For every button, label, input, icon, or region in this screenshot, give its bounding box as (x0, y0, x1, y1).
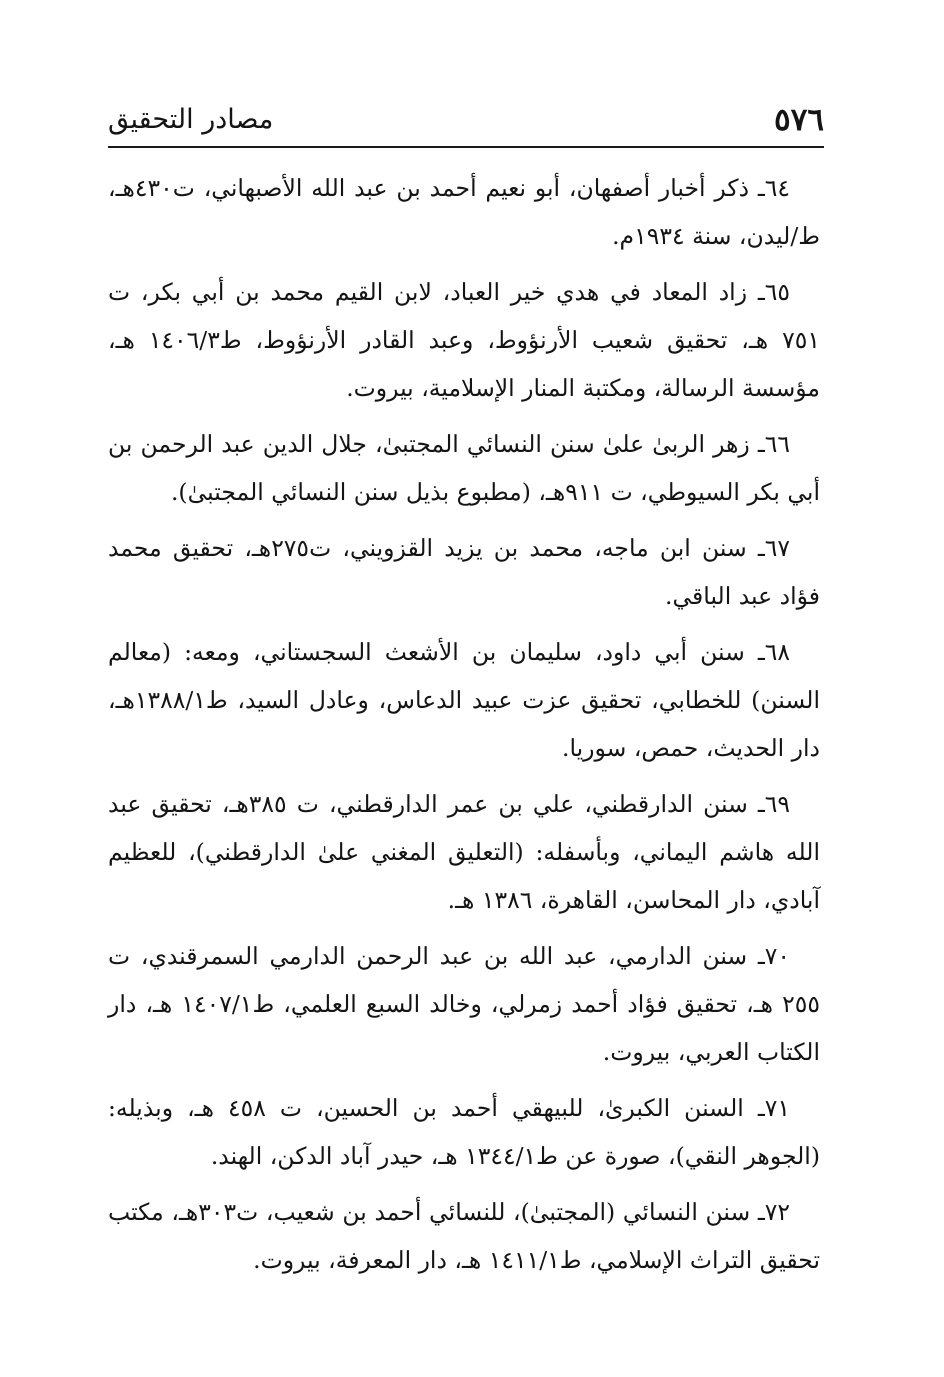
bibliography-entry-67: ٦٧ـ سنن ابن ماجه، محمد بن يزيد القزويني، ت٢٧٥هـ، تحقيق محمد فؤاد عبد الباقي. (108, 534, 820, 610)
bibliography-entry-72: ٧٢ـ سنن النسائي (المجتبىٰ)، للنسائي أحمد بن شعيب، ت٣٠٣هـ، مكتب تحقيق التراث الإسلامي، ط١٤١١/١ هـ، دار المعرفة، بيروت. (108, 1198, 820, 1274)
bibliography-entry-65: ٦٥ـ زاد المعاد في هدي خير العباد، لابن القيم محمد بن أبي بكر، ت ٧٥١ هـ، تحقيق شعيب الأرنؤوط، وعبد القادر الأرنؤوط، ط١٤٠٦/٣ هـ، مؤسسة الرسالة، ومكتبة المنار الإسلامية، بيروت. (108, 278, 820, 402)
bibliography-entry-70: ٧٠ـ سنن الدارمي، عبد الله بن عبد الرحمن الدارمي السمرقندي، ت ٢٥٥ هـ، تحقيق فؤاد أحمد زمرلي، وخالد السبع العلمي، ط١٤٠٧/١ هـ، دار الكتاب العربي، بيروت. (108, 942, 820, 1066)
bibliography-entry-68: ٦٨ـ سنن أبي داود، سليمان بن الأشعث السجستاني، ومعه: (معالم السنن) للخطابي، تحقيق عزت عبيد الدعاس، وعادل السيد، ط١٣٨٨/١هـ، دار الحديث، حمص، سوريا. (108, 638, 820, 762)
running-title: مصادر التحقيق (108, 104, 274, 135)
bibliography-list (108, 164, 820, 1292)
header-rule (108, 146, 824, 148)
page-header (108, 98, 824, 142)
page-number: ٥٧٦ (774, 102, 824, 138)
bibliography-entry-66: ٦٦ـ زهر الربىٰ علىٰ سنن النسائي المجتبىٰ، جلال الدين عبد الرحمن بن أبي بكر السيوطي، ت ٩١١هـ، (مطبوع بذيل سنن النسائي المجتبىٰ). (108, 430, 820, 506)
bibliography-entry-71: ٧١ـ السنن الكبرىٰ، للبيهقي أحمد بن الحسين، ت ٤٥٨ هـ، وبذيله: (الجوهر النقي)، صورة عن ط١٣٤٤/١ هـ، حيدر آباد الدكن، الهند. (108, 1094, 820, 1170)
bibliography-entry-64: ٦٤ـ ذكر أخبار أصفهان، أبو نعيم أحمد بن عبد الله الأصبهاني، ت٤٣٠هـ، ط/ليدن، سنة ١٩٣٤م. (108, 174, 820, 250)
bibliography-entry-69: ٦٩ـ سنن الدارقطني، علي بن عمر الدارقطني، ت ٣٨٥هـ، تحقيق عبد الله هاشم اليماني، وبأسفله: (التعليق المغني علىٰ الدارقطني)، للعظيم آبادي، دار المحاسن، القاهرة، ١٣٨٦ هـ. (108, 790, 820, 914)
